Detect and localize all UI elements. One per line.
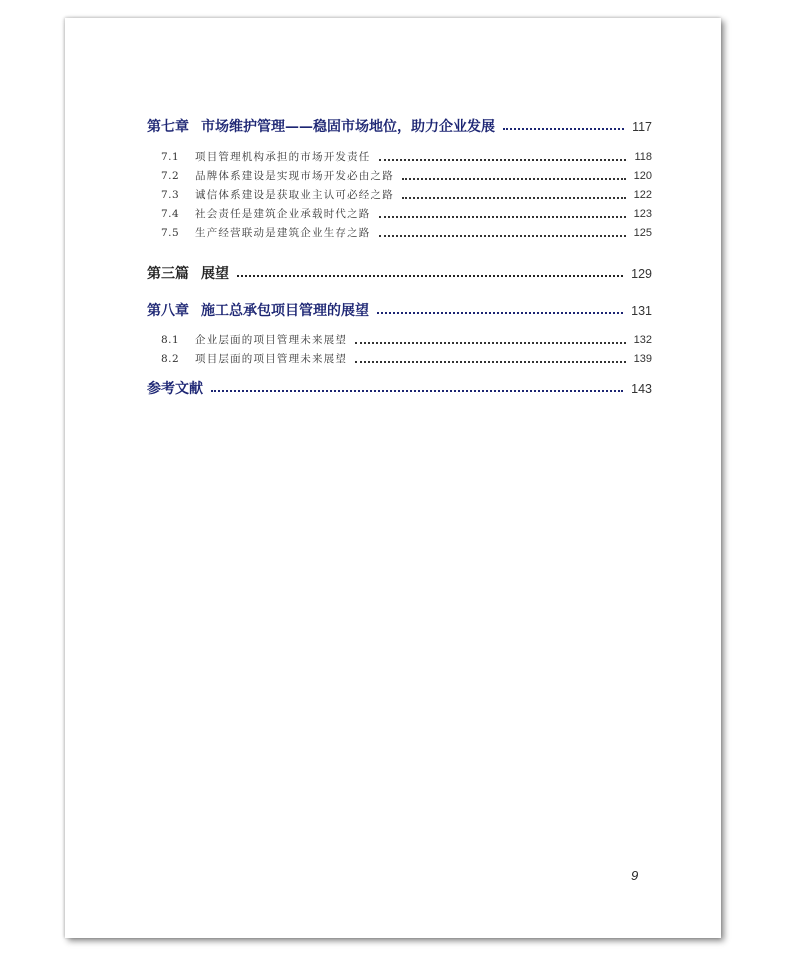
section-number: 7.4 xyxy=(161,208,180,220)
toc-section[interactable] xyxy=(147,225,652,240)
page-ref: 143 xyxy=(631,382,652,396)
toc-section[interactable] xyxy=(147,351,652,366)
leader-dots xyxy=(355,361,626,363)
chapter-title: 市场维护管理——稳固市场地位，助力企业发展 xyxy=(201,119,495,135)
toc-section[interactable] xyxy=(147,149,652,164)
section-title: 项目层面的项目管理未来展望 xyxy=(195,353,348,365)
leader-dots xyxy=(379,235,626,237)
page-ref: 117 xyxy=(632,120,652,134)
section-title: 项目管理机构承担的市场开发责任 xyxy=(195,151,371,163)
page-number: 9 xyxy=(631,868,639,883)
leader-dots xyxy=(237,275,623,277)
toc-part-3[interactable] xyxy=(147,263,652,283)
section-title: 品牌体系建设是实现市场开发必由之路 xyxy=(195,170,394,182)
page-ref: 132 xyxy=(633,334,652,346)
section-number: 7.1 xyxy=(161,151,180,163)
page-ref: 131 xyxy=(631,304,652,318)
page-ref: 123 xyxy=(633,208,652,220)
page-ref: 129 xyxy=(631,267,652,281)
section-title: 诚信体系建设是获取业主认可必经之路 xyxy=(195,189,394,201)
toc-section[interactable] xyxy=(147,332,652,347)
chapter-label: 第八章 xyxy=(147,303,189,319)
section-number: 8.1 xyxy=(161,334,180,346)
page-ref: 125 xyxy=(633,227,652,239)
section-title: 生产经营联动是建筑企业生存之路 xyxy=(195,227,371,239)
page-ref: 118 xyxy=(634,151,652,163)
leader-dots xyxy=(379,159,627,161)
leader-dots xyxy=(379,216,626,218)
section-number: 7.5 xyxy=(161,227,180,239)
toc-chapter-7[interactable] xyxy=(147,116,652,136)
part-label: 第三篇 xyxy=(147,266,189,282)
document-page xyxy=(65,18,721,938)
toc-section[interactable] xyxy=(147,206,652,221)
toc-chapter-8[interactable] xyxy=(147,300,652,320)
section-title: 社会责任是建筑企业承载时代之路 xyxy=(195,208,371,220)
toc-section[interactable] xyxy=(147,168,652,183)
page-ref: 139 xyxy=(633,353,652,365)
leader-dots xyxy=(211,390,623,392)
page-ref: 122 xyxy=(633,189,652,201)
chapter-label: 第七章 xyxy=(147,119,189,135)
references-title: 参考文献 xyxy=(147,381,203,397)
section-number: 8.2 xyxy=(161,353,180,365)
leader-dots xyxy=(355,342,626,344)
page-ref: 120 xyxy=(633,170,652,182)
part-title: 展望 xyxy=(201,266,229,282)
chapter-title: 施工总承包项目管理的展望 xyxy=(201,303,369,319)
leader-dots xyxy=(377,312,623,314)
leader-dots xyxy=(402,197,626,199)
section-title: 企业层面的项目管理未来展望 xyxy=(195,334,348,346)
toc-references[interactable] xyxy=(147,378,652,398)
leader-dots xyxy=(402,178,626,180)
section-number: 7.2 xyxy=(161,170,180,182)
toc-section[interactable] xyxy=(147,187,652,202)
section-number: 7.3 xyxy=(161,189,180,201)
leader-dots xyxy=(503,128,624,130)
